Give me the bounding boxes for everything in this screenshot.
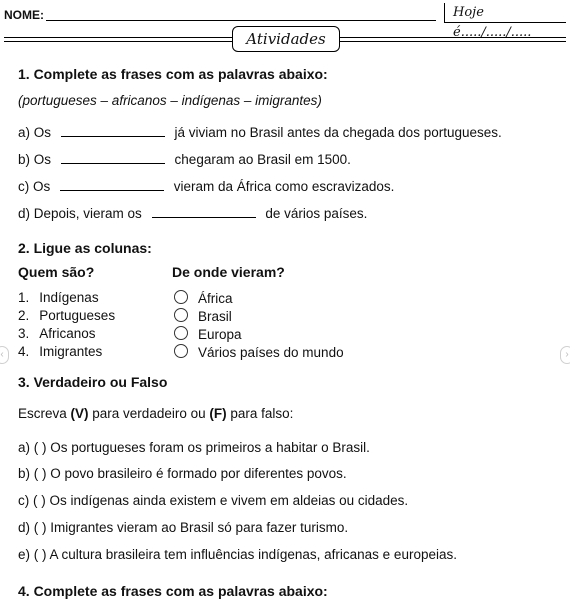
true-false-item[interactable]: a) ( ) Os portugueses foram os primeiros a habitar o Brasil. <box>18 440 370 455</box>
question-4-heading: 4. Complete as frases com as palavras abaixo: <box>18 583 328 599</box>
q1-line-a-before: a) Os <box>18 125 52 140</box>
q1-blank-c[interactable] <box>60 178 164 191</box>
match-left-number: 4. <box>18 344 30 359</box>
match-right-text: Vários países do mundo <box>198 345 344 360</box>
true-false-item[interactable]: c) ( ) Os indígenas ainda existem e vivem em aldeias ou cidades. <box>18 493 409 508</box>
q1-line-b <box>18 151 351 167</box>
q1-line-b-after: chegaram ao Brasil em 1500. <box>174 152 351 167</box>
q1-blank-a[interactable] <box>61 124 165 137</box>
q1-blank-d[interactable] <box>152 205 256 218</box>
match-left-number: 1. <box>18 290 30 305</box>
match-circle[interactable] <box>174 344 188 358</box>
q1-line-c <box>18 178 394 194</box>
match-left-item <box>18 344 102 359</box>
question-1-heading: 1. Complete as frases com as palavras abaixo: <box>18 66 328 82</box>
match-right-text: África <box>198 291 233 306</box>
match-circle[interactable] <box>174 308 188 322</box>
instruction-text: para verdadeiro ou <box>88 406 210 421</box>
q1-line-d-before: d) Depois, vieram os <box>18 206 142 221</box>
page-title: Atividades <box>232 26 340 52</box>
next-page-button[interactable]: › <box>560 346 570 364</box>
q1-line-a <box>18 124 502 140</box>
match-right-text: Europa <box>198 327 242 342</box>
true-false-item[interactable]: e) ( ) A cultura brasileira tem influências indígenas, africanas e europeias. <box>18 547 457 562</box>
match-left-text: Portugueses <box>39 308 116 323</box>
name-label: NOME: <box>4 8 44 22</box>
column-right-header: De onde vieram? <box>172 264 285 280</box>
q1-line-c-before: c) Os <box>18 179 51 194</box>
q1-line-c-after: vieram da África como escravizados. <box>173 179 395 194</box>
column-left-header: Quem são? <box>18 264 95 280</box>
match-left-item <box>18 290 99 305</box>
match-right-item <box>174 326 242 342</box>
match-right-item <box>174 290 233 306</box>
q1-blank-b[interactable] <box>61 151 165 164</box>
question-2-heading: 2. Ligue as colunas: <box>18 240 152 256</box>
match-left-text: Imigrantes <box>39 344 103 359</box>
match-left-item <box>18 326 96 341</box>
true-false-item[interactable]: b) ( ) O povo brasileiro é formado por diferentes povos. <box>18 466 347 481</box>
question-3-heading: 3. Verdadeiro ou Falso <box>18 374 168 390</box>
match-right-item <box>174 308 232 324</box>
match-left-text: Indígenas <box>39 290 99 305</box>
q1-line-d-after: de vários países. <box>265 206 368 221</box>
q1-line-d <box>18 205 367 221</box>
name-line[interactable] <box>46 20 436 21</box>
match-circle[interactable] <box>174 326 188 340</box>
match-circle[interactable] <box>174 290 188 304</box>
date-field: Hoje é...../...../..... <box>444 3 566 23</box>
instruction-text: para falso: <box>226 406 294 421</box>
question-1-word-bank: (portugueses – africanos – indígenas – imigrantes) <box>18 93 322 108</box>
match-left-number: 2. <box>18 308 30 323</box>
prev-page-button[interactable]: ‹ <box>0 346 9 364</box>
match-right-text: Brasil <box>198 309 232 324</box>
match-left-number: 3. <box>18 326 30 341</box>
true-false-item[interactable]: d) ( ) Imigrantes vieram ao Brasil só para fazer turismo. <box>18 520 349 535</box>
match-left-item <box>18 308 115 323</box>
question-3-instruction <box>18 406 293 421</box>
q1-line-b-before: b) Os <box>18 152 52 167</box>
instruction-f: (F) <box>209 406 227 421</box>
instruction-v: (V) <box>70 406 89 421</box>
match-left-text: Africanos <box>39 326 96 341</box>
instruction-text: Escreva <box>18 406 71 421</box>
match-right-item <box>174 344 344 360</box>
q1-line-a-after: já viviam no Brasil antes da chegada dos portugueses. <box>174 125 502 140</box>
